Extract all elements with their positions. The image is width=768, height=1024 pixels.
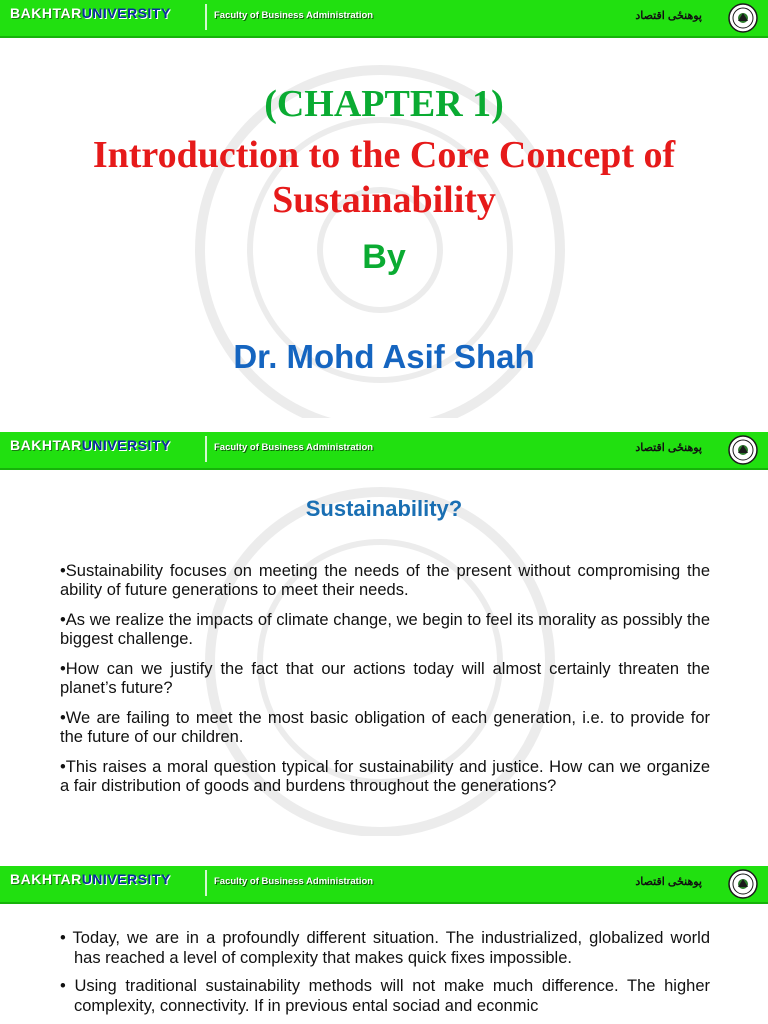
bullet-list xyxy=(60,928,710,1024)
list-item: • Using traditional sustainability methods will not make much difference. The higher complexity, connectivity. If in previous ental sociad and econmic xyxy=(60,977,710,1015)
university-logo xyxy=(10,871,171,887)
header-band xyxy=(0,0,768,38)
header-band xyxy=(0,432,768,470)
author-name: Dr. Mohd Asif Shah xyxy=(233,338,535,375)
header-band xyxy=(0,866,768,904)
chapter-label: (CHAPTER 1) xyxy=(264,83,504,125)
faculty-name-local: پوهنځی اقتصاد xyxy=(635,876,702,888)
by-label: By xyxy=(362,238,406,276)
university-seal-icon xyxy=(728,3,758,33)
faculty-name: Faculty of Business Administration xyxy=(214,442,374,453)
university-seal-icon xyxy=(728,435,758,465)
list-item: • Today, we are in a profoundly different situation. The industrialized, globalized world has reached a level of complexity that makes quick fixes impossible. xyxy=(60,929,710,967)
list-item: •How can we justify the fact that our actions today will almost certainly threaten the planet’s future? xyxy=(60,660,710,697)
header-divider xyxy=(205,870,207,896)
brand-text-1: BAKHTAR xyxy=(10,5,82,21)
brand-text-2: UNIVERSITY xyxy=(81,871,171,887)
slide-heading: Sustainability? xyxy=(305,496,463,521)
brand-text-1: BAKHTAR xyxy=(10,437,82,453)
list-item: •We are failing to meet the most basic obligation of each generation, i.e. to provide for the future of our children. xyxy=(60,709,710,746)
university-seal-icon xyxy=(728,869,758,899)
list-item: •As we realize the impacts of climate change, we begin to feel its morality as possibly the biggest challenge. xyxy=(60,611,710,648)
faculty-name-local: پوهنځی اقتصاد xyxy=(635,10,702,22)
slide-sustainability xyxy=(0,432,768,836)
brand-text-1: BAKHTAR xyxy=(10,871,82,887)
slide-title xyxy=(0,0,768,418)
faculty-name: Faculty of Business Administration xyxy=(214,876,374,887)
university-logo xyxy=(10,437,171,453)
bullet-list xyxy=(60,562,710,807)
faculty-name: Faculty of Business Administration xyxy=(214,10,374,21)
brand-text-2: UNIVERSITY xyxy=(81,437,171,453)
brand-text-2: UNIVERSITY xyxy=(81,5,171,21)
list-item: •Sustainability focuses on meeting the needs of the present without compromising the ability of future generations to meet their needs. xyxy=(60,562,710,599)
header-divider xyxy=(205,436,207,462)
chapter-title: Introduction to the Core Concept of Sustainability xyxy=(92,134,676,221)
list-item: •This raises a moral question typical for sustainability and justice. How can we organize a fair distribution of goods and burdens throughout the generations? xyxy=(60,758,710,795)
slide-today xyxy=(0,866,768,1024)
header-divider xyxy=(205,4,207,30)
university-logo xyxy=(10,5,171,21)
faculty-name-local: پوهنځی اقتصاد xyxy=(635,442,702,454)
